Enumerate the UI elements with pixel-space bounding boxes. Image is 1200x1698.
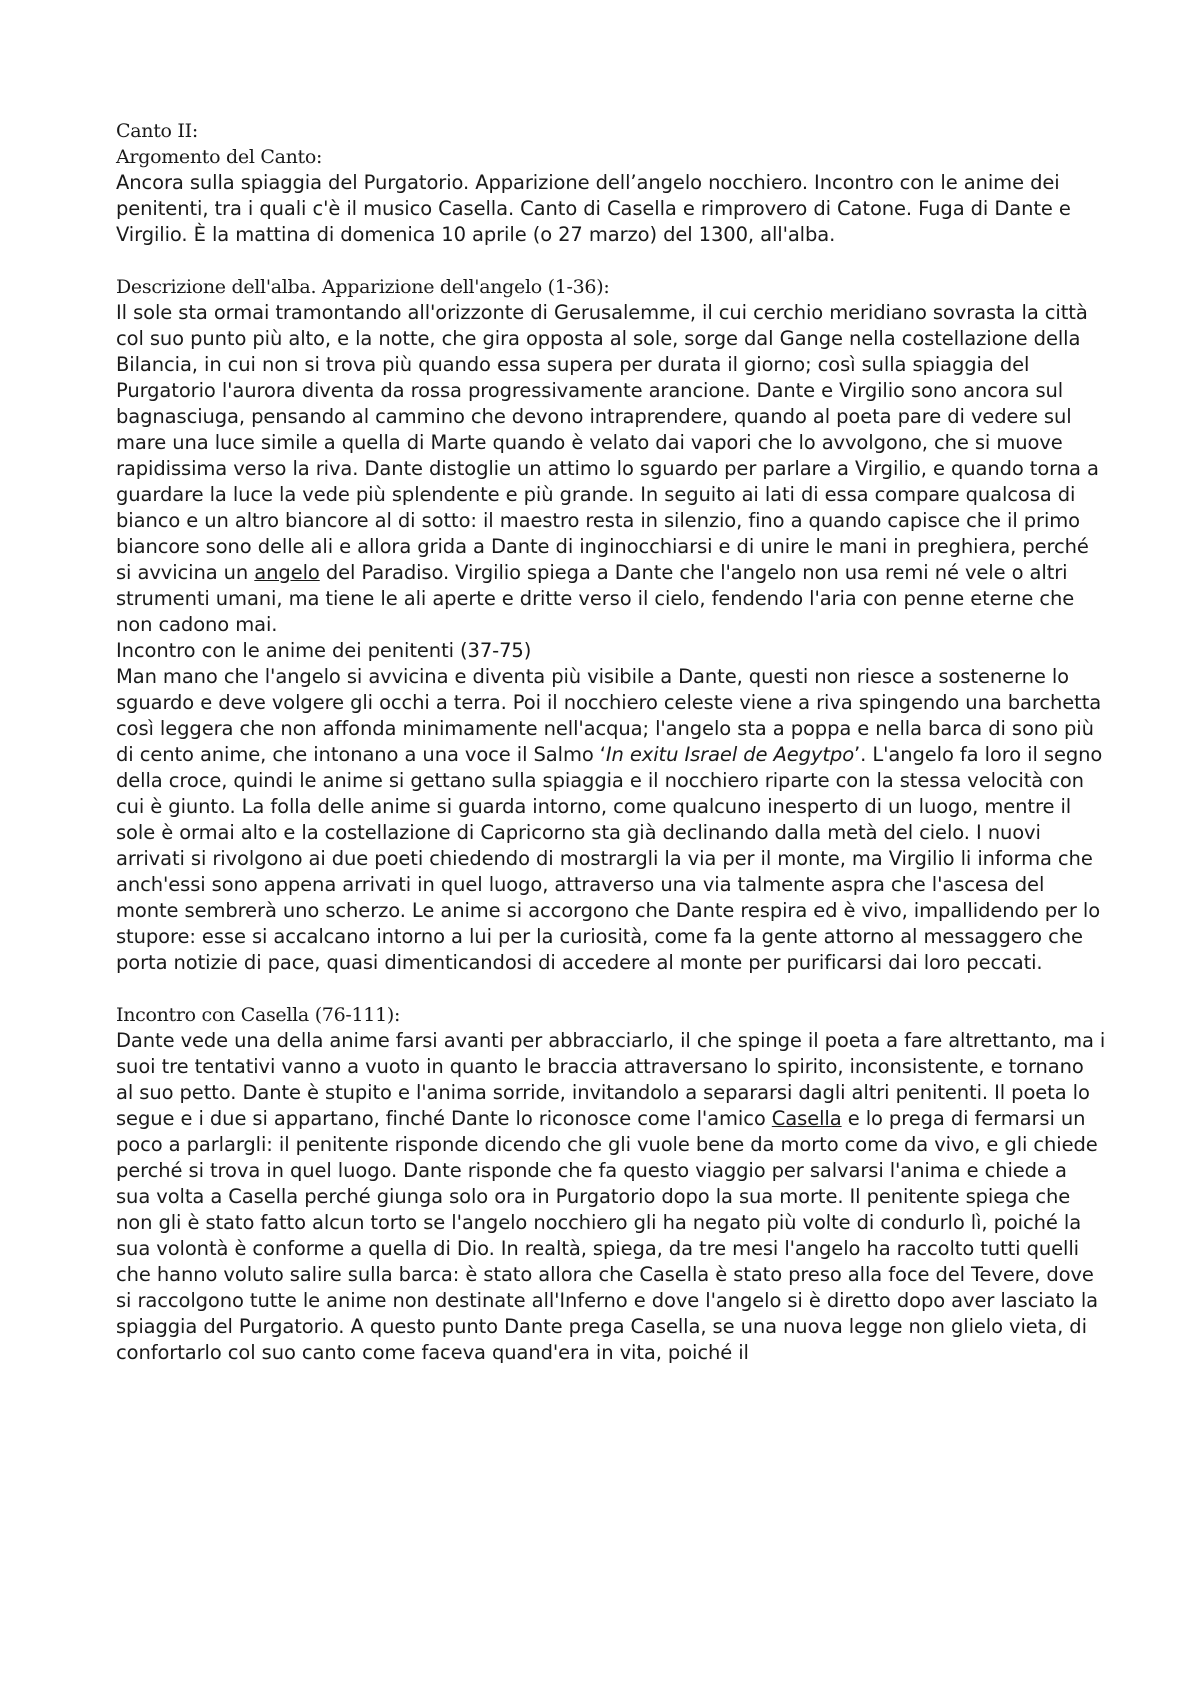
section-heading-penitenti: Incontro con le anime dei penitenti (37-75) [116, 639, 532, 662]
paragraph-text: Il sole sta ormai tramontando all'orizzonte di Gerusalemme, il cui cerchio meridiano sovrasta la città col suo punto più alto, e la notte, che gira opposta al sole, sorge dal Gange nella costellazione della Bilancia, in cui non si trova più quando essa supera per durata il giorno; così sulla spiaggia del Purgatorio l'aurora diventa da rossa progressivamente arancione. Dante e Virgilio sono ancora sul bagnasciuga, pensando al cammino che devono intraprendere, quando al poeta pare di vedere sul mare una luce simile a quella di Marte quando è velato dai vapori che lo avvolgono, che si muove rapidissima verso la riva. Dante distoglie un attimo lo sguardo per parlare a Virgilio, e quando torna a guardare la luce la vede più splendente e più grande. In seguito ai lati di essa compare qualcosa di bianco e un altro biancore al di sotto: il maestro resta in silenzio, fino a quando capisce che il primo biancore sono delle ali e allora grida a Dante di inginocchiarsi e di unire le mani in preghiera, perché si avvicina un [116, 301, 1099, 584]
spacer [116, 248, 1106, 274]
paragraph-text: del Paradiso. Virgilio spiega a Dante che l'angelo non usa remi né vele o altri strumenti umani, ma tiene le ali aperte e dritte verso il cielo, fendendo l'aria con penne eterne che non cadono mai. [116, 561, 1075, 636]
paragraph-text: Man mano che l'angelo si avvicina e diventa più visibile a Dante, questi non riesce a sostenerne lo sguardo e deve volgere gli occhi a terra. Poi il nocchiero celeste viene a riva spingendo una barchetta così leggera che non affonda minimamente nell'acqua; l'angelo sta a poppa e nella barca di sono più di cento anime, che intonano a una voce il Salmo ‘ [116, 665, 1102, 766]
argomento-heading: Argomento del Canto: [116, 146, 323, 168]
angelo-link[interactable]: angelo [254, 561, 320, 584]
section-heading-casella: Incontro con Casella (76-111): [116, 1004, 401, 1026]
document-page [116, 118, 1106, 1366]
section-paragraph-alba [116, 300, 1106, 638]
paragraph-text: ’. L'angelo fa loro il segno della croce, quindi le anime si gettano sulla spiaggia e il nocchiero riparte con la stessa velocità con cui è giunto. La folla delle anime si guarda intorno, come qualcuno inesperto di un luogo, mentre il sole è ormai alto e la costellazione di Capricorno sta già declinando dalla metà del cielo. I nuovi arrivati si rivolgono ai due poeti chiedendo di mostrargli la via per il monte, ma Virgilio li informa che anch'essi sono appena arrivati in quel luogo, attraverso una via talmente aspra che l'ascesa del monte sembrerà uno scherzo. Le anime si accorgono che Dante respira ed è vivo, impallidendo per lo stupore: esse si accalcano intorno a lui per la curiosità, come fa la gente attorno al messaggero che porta notizie di pace, quasi dimenticandosi di accedere al monte per purificarsi dai loro peccati. [116, 743, 1103, 974]
casella-link[interactable]: Casella [771, 1107, 842, 1130]
section-paragraph-penitenti [116, 664, 1106, 976]
paragraph-text: Dante vede una della anime farsi avanti per abbracciarlo, il che spinge il poeta a fare altrettanto, ma i suoi tre tentativi vanno a vuoto in quanto le braccia attraversano lo spirito, inconsistente, e tornano al suo petto. Dante è stupito e l'anima sorride, invitandolo a separarsi dagli altri penitenti. Il poeta lo segue e i due si appartano, finché Dante lo riconosce come l'amico [116, 1029, 1106, 1130]
spacer [116, 976, 1106, 1002]
paragraph-text: e lo prega di fermarsi un poco a parlargli: il penitente risponde dicendo che gli vuole bene da morto come da vivo, e gli chiede perché si trova in quel luogo. Dante risponde che fa questo viaggio per salvarsi l'anima e chiede a sua volta a Casella perché giunga solo ora in Purgatorio dopo la sua morte. Il penitente spiega che non gli è stato fatto alcun torto se l'angelo nocchiero gli ha negato più volte di condurlo lì, poiché la sua volontà è conforme a quella di Dio. In realtà, spiega, da tre mesi l'angelo ha raccolto tutti quelli che hanno voluto salire sulla barca: è stato allora che Casella è stato preso alla foce del Tevere, dove si raccolgono tutte le anime non destinate all'Inferno e dove l'angelo si è diretto dopo aver lasciato la spiaggia del Purgatorio. A questo punto Dante prega Casella, se una nuova legge non glielo vieta, di confortarlo col suo canto come faceva quand'era in vita, poiché il [116, 1107, 1099, 1364]
section-heading-alba: Descrizione dell'alba. Apparizione dell'angelo (1-36): [116, 276, 610, 298]
argomento-paragraph: Ancora sulla spiaggia del Purgatorio. Apparizione dell’angelo nocchiero. Incontro con le anime dei penitenti, tra i quali c'è il musico Casella. Canto di Casella e rimprovero di Catone. Fuga di Dante e Virgilio. È la mattina di domenica 10 aprile (o 27 marzo) del 1300, all'alba. [116, 171, 1071, 246]
section-paragraph-casella [116, 1028, 1106, 1366]
psalm-title: In exitu Israel de Aegytpo [605, 743, 855, 766]
canto-title: Canto II: [116, 120, 198, 142]
